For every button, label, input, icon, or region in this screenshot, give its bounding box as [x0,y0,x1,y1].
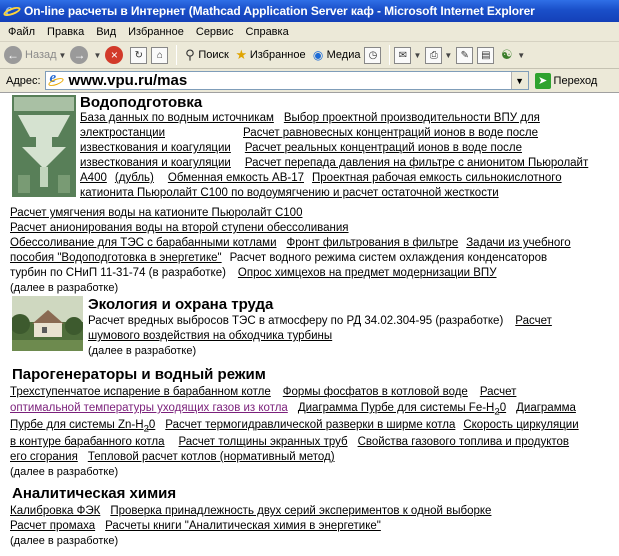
emissions-text: Расчет вредных выбросов ТЭС в атмосферу по РД 34.02.304-95 [88,315,433,327]
link-real-ions[interactable]: Расчет реальных концентраций ионов в воде после [244,142,522,154]
chem-note: (далее в разработке) [10,535,119,547]
link-equilibrium-ions[interactable]: Расчет равновесных концентраций ионов в воде после [243,127,539,139]
steam-note: (далее в разработке) [10,466,119,478]
cooling-water-text-cont: турбин по СНиП 11-31-74 [10,267,146,279]
toolbar-separator [176,45,177,65]
water-line-11 [10,266,497,280]
link-screen-tubes[interactable]: Расчет толщины экранных труб [178,436,348,448]
chem-line-2 [10,519,381,533]
stop-icon: × [105,46,123,64]
link-pourbaix-fe[interactable]: Диаграмма Пурбе для системы $Fe-H_20$ [297,402,507,418]
link-book-calcs[interactable]: Расчеты книги "Аналитическая химия в энергетике" [105,520,381,532]
steam-line-5 [10,450,335,464]
link-fek-calibration[interactable]: Калибровка ФЭК [10,505,101,517]
forward-button[interactable] [70,44,101,66]
edit-icon: ✎ [456,47,473,64]
link-exchange-capacity[interactable]: Обменная емкость АВ-17 [167,172,305,184]
print-button[interactable] [425,44,452,66]
link-optimal-temp[interactable]: Расчет [479,386,517,398]
water-line-3 [80,141,522,155]
link-vpu-capacity[interactable]: Выбор проектной производительности ВПУ для [283,112,540,124]
water-line-7 [10,206,302,220]
steam-line-1 [10,385,516,399]
print-icon: ⎙ [425,47,442,64]
ecology-line-1 [88,314,552,328]
steam-line-3 [10,418,579,436]
go-button[interactable]: ➤ Переход [535,73,598,89]
link-water-sources-db[interactable]: База данных по водным источникам [80,112,274,124]
toolbar-separator [389,45,390,65]
menu-file[interactable]: Файл [8,25,36,38]
cooling-water-text: Расчет водного режима систем охлаждения конденсаторов [229,252,548,264]
mail-button[interactable] [394,44,421,66]
ecology-line-2 [88,329,332,343]
history-icon: ◷ [364,47,381,64]
link-optimal-temp-cont[interactable]: оптимальной температуры уходящих газов из котла [10,402,288,414]
link-circulation-speed[interactable]: Скорость циркуляции [463,419,579,431]
link-filtration-front[interactable]: Фронт фильтрования в фильтре [286,237,459,249]
in-development-text: (в разработке) [148,267,226,279]
link-noise-calc[interactable]: Расчет [515,315,552,327]
water-line-1 [80,111,540,125]
discuss-icon: ▤ [477,47,494,64]
back-button[interactable]: ← Назад ▼ [4,44,66,66]
section-heading-water: Водоподготовка [80,94,203,111]
messenger-icon: ☯ [500,47,513,62]
chevron-down-icon: ▼ [517,50,526,60]
steam-line-2 [10,401,576,419]
search-icon: ⚲ [185,47,195,62]
favorites-button[interactable]: ★ Избранное [233,44,306,66]
section-heading-chem: Аналитическая химия [12,485,177,502]
refresh-button[interactable] [130,44,147,66]
address-input[interactable] [45,71,529,90]
link-cation-capacity-cont[interactable]: катионита Пьюролайт С100 по водоумягчению и расчет остаточной жесткости [80,187,499,199]
edit-button[interactable] [456,44,473,66]
link-real-ions-cont[interactable]: известкования и коагуляции [80,157,231,169]
forward-arrow-icon: → [70,46,88,64]
link-gas-fuel-cont[interactable]: его сгорания [10,451,78,463]
in-development-text: (разработке) [435,315,504,327]
search-button[interactable]: ⚲ Поиск [181,44,228,66]
go-arrow-icon: ➤ [535,73,551,89]
water-line-4 [80,156,588,170]
link-vpu-capacity-cont[interactable]: электростанции [80,127,166,139]
address-bar [0,69,619,93]
link-outlier[interactable]: Расчет промаха [10,520,96,532]
water-line-5 [80,171,562,185]
chevron-down-icon: ▼ [444,50,453,60]
steam-line-4 [10,435,569,449]
ecology-note: (далее в разработке) [88,345,197,357]
water-note: (далее в разработке) [10,282,119,294]
menu-favorites[interactable]: Избранное [128,25,184,38]
link-circulation-speed-cont[interactable]: в контуре барабанного котла [10,436,165,448]
refresh-icon: ↻ [130,47,147,64]
link-sample-series[interactable]: Проверка принадлежность двух серий экспериментов к одной выборке [110,505,492,517]
address-dropdown-icon[interactable]: ▼ [511,72,528,89]
back-arrow-icon: ← [4,46,22,64]
link-duplicate[interactable]: (дубль) [114,172,154,184]
home-button[interactable] [151,44,168,66]
discuss-button[interactable] [477,44,494,66]
link-three-stage-evaporation[interactable]: Трехступенчатое испарение в барабанном котле [10,386,271,398]
page-icon: e [49,74,63,88]
link-phosphate-forms[interactable]: Формы фосфатов в котловой воде [282,386,468,398]
media-icon: ◉ [312,48,324,62]
ecology-image [12,296,83,351]
link-equilibrium-ions-cont[interactable]: известкования и коагуляции [80,142,231,154]
history-button[interactable] [364,44,381,66]
link-boiler-thermal[interactable]: Тепловой расчет котлов (нормативный метод) [87,451,335,463]
link-desalination-drum[interactable]: Обессоливание для ТЭС с барабанными котлами [10,237,277,249]
menu-view[interactable]: Вид [96,25,117,38]
water-line-6 [80,186,499,200]
star-icon: ★ [235,47,248,62]
link-tutorial-tasks[interactable]: Задачи из учебного [466,237,571,249]
address-url[interactable]: www.vpu.ru/mas [68,72,188,89]
menu-edit[interactable]: Правка [47,25,85,38]
media-button[interactable]: ◉ Медиа [310,44,361,66]
link-cation-capacity[interactable]: Проектная рабочая емкость сильнокислотного [312,172,562,184]
water-line-2 [80,126,538,140]
water-line-9 [10,236,571,250]
chevron-down-icon: ▼ [413,50,422,60]
link-survey[interactable]: Опрос химцехов на предмет модернизации ВПУ [237,267,497,279]
home-icon: ⌂ [151,47,168,64]
menu-help[interactable]: Справка [245,25,289,38]
water-line-8 [10,221,349,235]
link-pressure-drop[interactable]: Расчет перепада давления на фильтре с анионитом Пьюролайт [244,157,589,169]
link-gas-fuel[interactable]: Свойства газового топлива и продуктов [357,436,570,448]
chem-line-1 [10,504,491,518]
stop-button[interactable] [105,44,126,66]
toolbar [0,42,619,69]
menu-bar [0,22,619,42]
ie-logo-icon: e [4,3,20,19]
water-treatment-image [12,95,76,197]
window-title: On-line расчеты в Интернет (Mathcad Application Server каф - Microsoft Internet Explorer [24,4,535,18]
messenger-button[interactable] [498,44,525,66]
link-noise-calc-cont[interactable]: шумового воздействия на обходчика турбины [88,330,333,342]
link-pourbaix-zn-cont[interactable]: Пурбе для системы $Zn-H_20$ [10,419,156,435]
menu-tools[interactable]: Сервис [195,25,234,38]
title-bar [0,0,619,22]
chevron-down-icon: ▼ [93,50,102,60]
link-thermohydraulic[interactable]: Расчет термогидравлической разверки в ширме котла [165,419,456,431]
chevron-down-icon: ▼ [58,50,67,60]
link-pourbaix-zn[interactable]: Диаграмма [516,402,576,414]
section-heading-ecology: Экология и охрана труда [88,296,274,313]
address-label: Адрес: [6,74,41,87]
link-tutorial-tasks-cont[interactable]: пособия "Водоподготовка в энергетике" [10,252,222,264]
page-content [0,93,619,556]
link-softening[interactable]: Расчет умягчения воды на катионите Пьюролайт С100 [10,207,303,219]
link-anion-second-stage[interactable]: Расчет анионирования воды на второй ступени обессоливания [10,222,349,234]
water-line-10 [10,251,547,265]
link-pressure-drop-cont[interactable]: А400 [80,172,107,184]
section-heading-steam: Парогенераторы и водный режим [12,366,266,383]
mail-icon: ✉ [394,47,411,64]
